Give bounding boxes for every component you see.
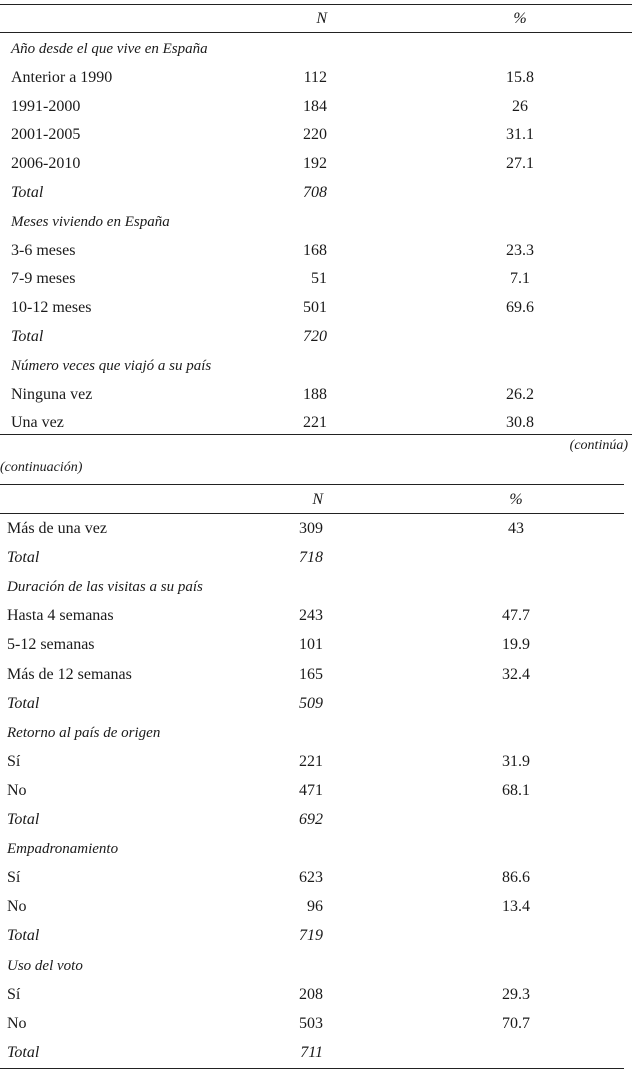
row-label: Ninguna vez (11, 385, 93, 403)
n-cell: 165 (299, 665, 323, 683)
n-cell: 503 (299, 1014, 323, 1032)
total-n-cell: 708 (303, 184, 327, 201)
total-label: Total (7, 1043, 40, 1061)
n-cell: 623 (299, 869, 323, 887)
n-cell: 96 (307, 898, 323, 916)
pct-cell: 27.1 (506, 155, 534, 173)
total-n-cell: 718 (299, 549, 323, 567)
section-heading: Retorno al país de origen (7, 724, 161, 741)
pct-cell: 15.8 (506, 68, 534, 86)
continuation-caption: (continuación) (0, 460, 83, 475)
table-1-top-rule (0, 4, 632, 5)
row-label: 7-9 meses (11, 270, 76, 288)
row-label: 3-6 meses (11, 241, 76, 259)
pct-cell: 30.8 (506, 414, 534, 432)
section-heading: Empadronamiento (7, 841, 119, 858)
n-cell: 188 (303, 385, 327, 403)
n-cell: 501 (303, 299, 327, 317)
row-label: No (7, 781, 27, 799)
n-cell: 112 (303, 68, 327, 86)
pct-cell: 43 (508, 520, 524, 537)
table-2-header-pct: % (509, 491, 523, 508)
n-cell: 184 (303, 97, 327, 115)
n-cell: 51 (311, 270, 327, 288)
table-1-header-pct: % (513, 10, 527, 27)
total-label: Total (7, 694, 40, 712)
row-label: 10-12 meses (11, 299, 92, 317)
n-cell: 309 (299, 520, 323, 537)
row-label: 2001-2005 (11, 126, 81, 144)
total-label: Total (7, 811, 40, 828)
total-n-cell: 711 (300, 1043, 323, 1061)
total-label: Total (11, 184, 44, 201)
row-label: No (7, 1014, 27, 1032)
pct-cell: 19.9 (502, 636, 530, 654)
pct-cell: 13.4 (502, 898, 530, 916)
pct-cell: 7.1 (510, 270, 530, 288)
table-1-header-n: N (316, 10, 327, 27)
continues-note: (continúa) (569, 438, 628, 453)
pct-cell: 68.1 (502, 781, 530, 799)
row-label: Sí (7, 985, 21, 1003)
row-label: Sí (7, 869, 21, 887)
n-cell: 101 (299, 636, 323, 654)
section-heading: Meses viviendo en España (11, 213, 170, 230)
pct-cell: 31.9 (502, 752, 530, 770)
table-2-top-rule (0, 484, 624, 485)
n-cell: 168 (303, 241, 327, 259)
row-label: Hasta 4 semanas (7, 607, 114, 625)
n-cell: 243 (299, 607, 323, 625)
section-heading: Año desde el que vive en España (11, 41, 208, 57)
section-heading: Número veces que viajó a su país (11, 357, 212, 374)
section-heading: Duración de las visitas a su país (7, 579, 203, 596)
row-label: 1991-2000 (11, 97, 81, 115)
pct-cell: 86.6 (502, 869, 530, 887)
n-cell: 471 (299, 781, 323, 799)
n-cell: 192 (303, 155, 327, 173)
row-label: 5-12 semanas (7, 636, 95, 654)
pct-cell: 32.4 (502, 665, 530, 683)
n-cell: 220 (303, 126, 327, 144)
n-cell: 221 (299, 752, 323, 770)
total-n-cell: 719 (299, 927, 323, 945)
table-1-bottom-rule (0, 434, 632, 435)
total-n-cell: 720 (303, 328, 327, 345)
table-2-bottom-rule (0, 1068, 624, 1069)
total-n-cell: 509 (299, 694, 323, 712)
pct-cell: 31.1 (506, 126, 534, 144)
table-2-header-n: N (312, 491, 323, 508)
pct-cell: 23.3 (506, 241, 534, 259)
section-heading: Uso del voto (7, 957, 83, 974)
table-1-header-rule (0, 32, 632, 33)
table-2-header-rule (0, 513, 624, 514)
row-label: 2006-2010 (11, 155, 81, 173)
total-n-cell: 692 (299, 811, 323, 828)
row-label: Anterior a 1990 (11, 68, 113, 86)
row-label: Sí (7, 752, 21, 770)
n-cell: 208 (299, 985, 323, 1003)
row-label: No (7, 898, 27, 916)
pct-cell: 26 (512, 97, 528, 115)
n-cell: 221 (303, 414, 327, 432)
total-label: Total (7, 549, 40, 567)
pct-cell: 70.7 (502, 1014, 530, 1032)
row-label: Más de una vez (7, 520, 107, 537)
pct-cell: 29.3 (502, 985, 530, 1003)
total-label: Total (11, 328, 44, 345)
pct-cell: 26.2 (506, 385, 534, 403)
total-label: Total (7, 927, 40, 945)
row-label: Más de 12 semanas (7, 665, 132, 683)
pct-cell: 69.6 (506, 299, 534, 317)
pct-cell: 47.7 (502, 607, 530, 625)
row-label: Una vez (11, 414, 64, 432)
